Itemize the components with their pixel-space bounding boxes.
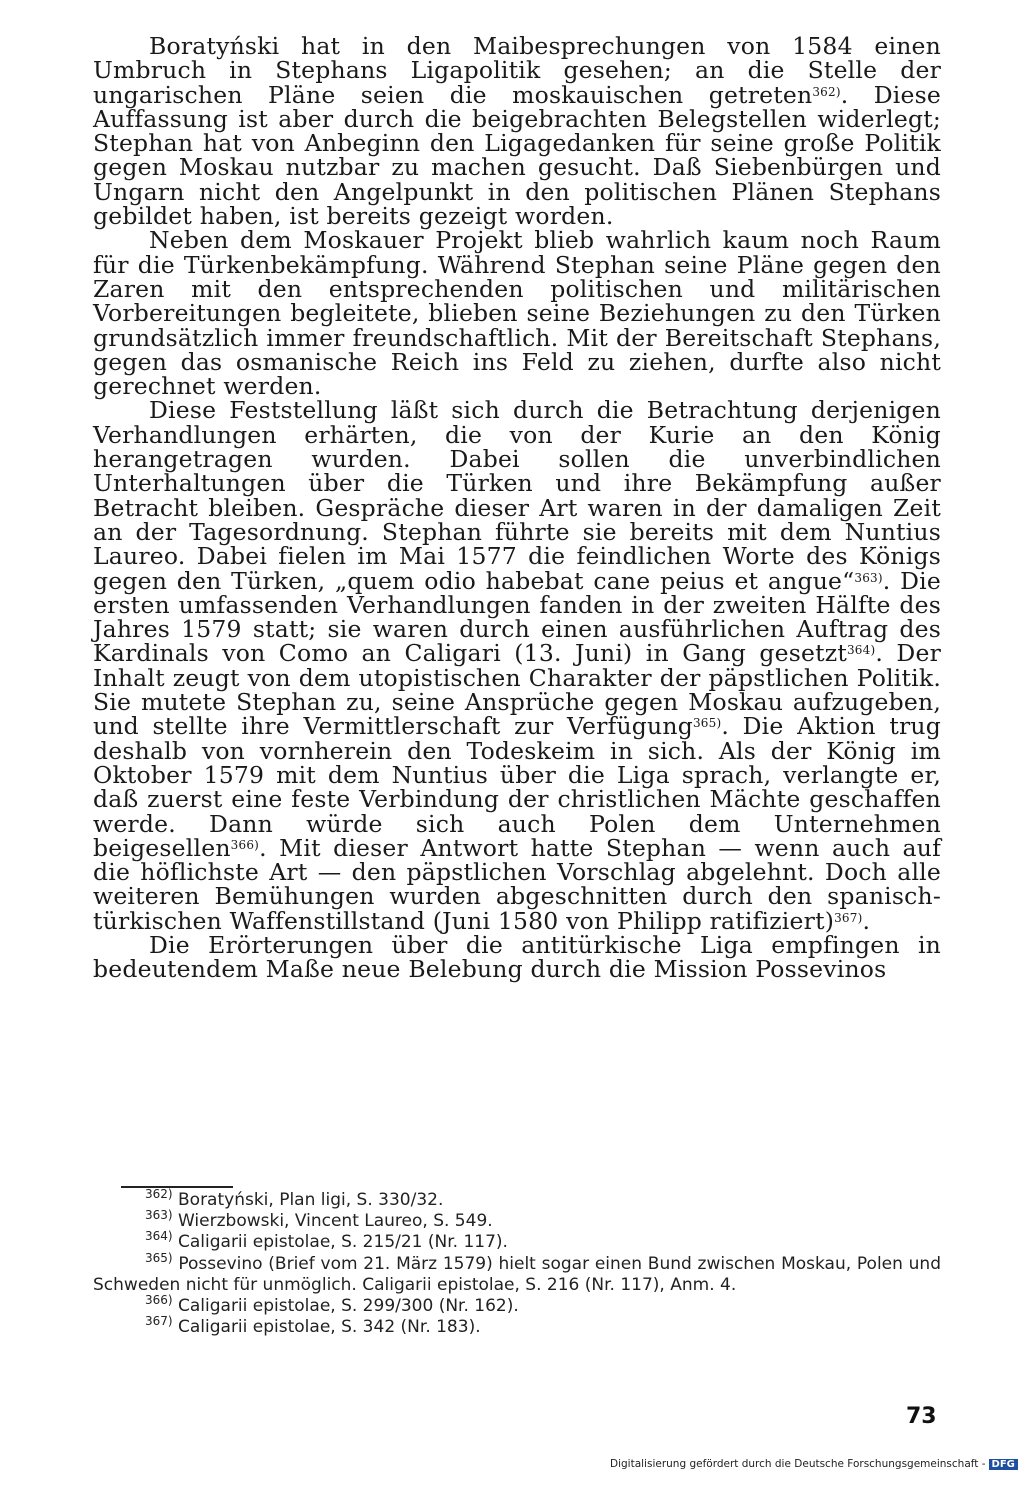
paragraph-text: . Die Aktion trug deshalb von vornherein den Todeskeim in sich. Als der König im Oktober 1579 mit dem Nuntius über die Liga sprach, verlangte er, daß zuerst eine feste Verbindung der christlichen Mächte geschaffen werde. Dann würde sich auch Polen dem Unternehmen beigesellen <box>93 712 941 862</box>
paragraph-text: . <box>862 906 871 935</box>
paragraph-text: . Die ersten umfassenden Verhandlungen fanden in der zweiten Hälfte des Jahres 1579 statt; sie waren durch einen ausführlichen Auftrag des Kardinals von Como an Caligari (13. Juni) in Gang gesetzt <box>93 566 941 668</box>
footnote-mark: 363) <box>145 1208 173 1223</box>
footnote-mark: 366) <box>145 1293 173 1308</box>
footnote-text: Boratyński, Plan ligi, S. 330/32. <box>178 1190 444 1210</box>
footnote-ref: 363) <box>854 570 883 585</box>
paragraph-text: Boratyński hat in den Maibesprechungen von 1584 einen Umbruch in Stephans Ligapolitik gesehen; an die Stelle der ungarischen Pläne seien die moskauischen getreten <box>93 32 941 109</box>
footnote <box>93 1314 941 1338</box>
footnote-mark: 367) <box>145 1314 173 1329</box>
paragraph-text: Diese Feststellung läßt sich durch die Betrachtung derjenigen Verhandlungen erhärten, die von der Kurie an den König herangetragen wurden. Dabei sollen die unverbindlichen Unterhaltungen über die Türken und ihre Bekämpfung außer Betracht bleiben. Gespräche dieser Art waren in der damaligen Zeit an der Tagesordnung. Stephan führte sie bereits mit dem Nuntius Laureo. Dabei fielen im Mai 1577 die feindlichen Worte des Königs gegen den Türken, „quem odio habebat cane peius et angue“ <box>93 396 941 595</box>
footnote-ref: 362) <box>812 84 841 99</box>
paragraph-text: . Der Inhalt zeugt von dem utopistischen Charakter der päpstlichen Politik. Sie mutete Stephan zu, seine Ansprüche gegen Moskau aufzugeben, und stellte ihre Vermittlerschaft zur Verfügung <box>93 639 941 741</box>
footnote <box>93 1250 941 1296</box>
paragraph <box>93 398 941 933</box>
footnote-text: Wierzbowski, Vincent Laureo, S. 549. <box>178 1211 493 1232</box>
paragraph <box>93 226 941 401</box>
footnote-ref: 367) <box>834 910 863 925</box>
paragraph <box>93 32 941 231</box>
paragraph <box>93 930 941 984</box>
footnote-text: Caligarii epistolae, S. 215/21 (Nr. 117). <box>178 1232 508 1253</box>
footnote <box>93 1208 941 1232</box>
footnote-mark: 364) <box>145 1229 173 1244</box>
dfg-logo: DFG <box>989 1459 1018 1470</box>
paragraph-text: Neben dem Moskauer Projekt blieb wahrlich kaum noch Raum für die Türkenbekämpfung. Während Stephan seine Pläne gegen den Zaren mit den entsprechenden politischen und militärischen Vorbereitungen begleitete, blieben seine Beziehungen zu den Türken grundsätzlich immer freundschaftlich. Mit der Bereitschaft Stephans, gegen das osmanische Reich ins Feld zu ziehen, durfte also nicht gerechnet werden. <box>93 226 941 401</box>
footnote-mark: 365) <box>145 1250 173 1265</box>
credit-text: Digitalisierung gefördert durch die Deutsche Forschungsgemeinschaft - <box>610 1458 986 1470</box>
paragraph-text: Die Erörterungen über die antitürkische Liga empfingen in bedeutendem Maße neue Belebung durch die Mission Possevinos <box>93 930 941 984</box>
footnote <box>93 1229 941 1253</box>
footnotes <box>93 1187 941 1338</box>
digitization-credit <box>610 1458 1018 1470</box>
footnote-separator <box>121 1186 233 1188</box>
page-number: 73 <box>906 1404 937 1429</box>
footnote-mark: 362) <box>145 1187 173 1201</box>
footnote <box>93 1187 941 1211</box>
footnote-ref: 364) <box>846 643 876 658</box>
footnote-text: Caligarii epistolae, S. 342 (Nr. 183). <box>178 1317 481 1338</box>
main-text <box>93 34 941 982</box>
footnote-text: Caligarii epistolae, S. 299/300 (Nr. 162). <box>178 1296 519 1317</box>
footnote-ref: 365) <box>692 716 722 731</box>
footnote-text: Possevino (Brief vom 21. März 1579) hielt sogar einen Bund zwischen Moskau, Polen und Schweden nicht für unmöglich. Caligarii epistolae, S. 216 (Nr. 117), Anm. 4. <box>93 1253 941 1295</box>
footnote <box>93 1293 941 1317</box>
footnote-ref: 366) <box>230 837 260 852</box>
paragraph-text: . Diese Auffassung ist aber durch die beigebrachten Belegstellen widerlegt; Stephan hat von Anbeginn den Ligagedanken für seine große Politik gegen Moskau nutzbar zu machen gesucht. Daß Siebenbürgen und Ungarn nicht den Angelpunkt in den politischen Plänen Stephans gebildet haben, ist bereits gezeigt worden. <box>93 80 941 231</box>
paragraph-text: . Mit dieser Antwort hatte Stephan — wenn auch auf die höflichste Art — den päpstlichen Vorschlag abgelehnt. Doch alle weiteren Bemühungen wurden abgeschnitten durch den spanisch-türkischen Waffenstillstand (Juni 1580 von Philipp ratifiziert) <box>93 833 941 935</box>
